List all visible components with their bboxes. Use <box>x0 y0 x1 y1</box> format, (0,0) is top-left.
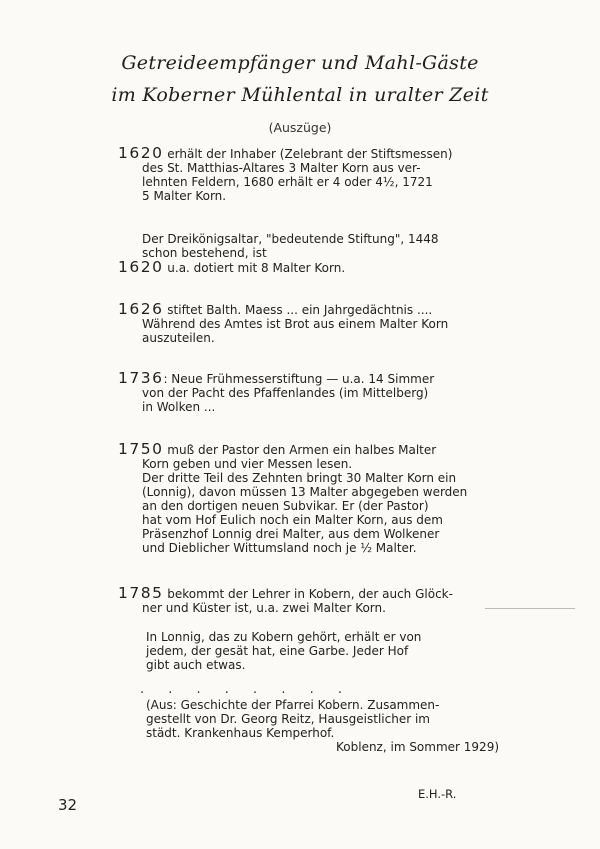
entry-year: 1785 <box>118 584 164 602</box>
entry-text: von der Pacht des Pfaffenlandes (im Mittelberg) <box>142 386 429 400</box>
entry-1736 <box>118 371 434 414</box>
entry-year: 1626 <box>118 300 164 318</box>
entry-text: Der dritte Teil des Zehnten bringt 30 Malter Korn ein <box>142 471 457 485</box>
entry-text: gibt auch etwas. <box>146 658 246 672</box>
divider <box>485 608 575 609</box>
source-text: Koblenz, im Sommer 1929) <box>336 740 500 754</box>
entry-text: lehnten Feldern, 1680 erhält er 4 oder 4½, 1721 <box>142 175 433 189</box>
entry-text: muß der Pastor den Armen ein halbes Malter <box>167 443 437 457</box>
entry-1750 <box>118 442 467 555</box>
ellipsis-dots: . . . . . . . . <box>140 682 352 697</box>
entry-year: 1620 <box>118 258 164 276</box>
entry-text: Der Dreikönigsaltar, "bedeutende Stiftung", 1448 <box>142 232 439 246</box>
entry-text: jedem, der gesät hat, eine Garbe. Jeder Hof <box>146 644 409 658</box>
page-number: 32 <box>58 796 78 814</box>
entry-text: stiftet Balth. Maess ... ein Jahrgedächtnis .... <box>167 303 433 317</box>
entry-text: Während des Amtes ist Brot aus einem Malter Korn <box>142 317 449 331</box>
entry-text: : Neue Frühmesserstiftung — u.a. 14 Simmer <box>163 372 435 386</box>
page-title-line2: im Koberner Mühlental in uralter Zeit <box>111 84 489 106</box>
page-title: Getreideempfänger und Mahl-Gäste <box>121 52 479 74</box>
source-text: (Aus: Geschichte der Pfarrei Kobern. Zusammen- <box>146 698 440 712</box>
entry-year: 1736 <box>118 369 164 387</box>
entry-lonnig <box>146 630 421 672</box>
entry-text: bekommt der Lehrer in Kobern, der auch Glöck- <box>167 587 453 601</box>
entry-1626 <box>118 302 448 345</box>
entry-text: in Wolken ... <box>142 400 216 414</box>
entry-text: auszuteilen. <box>142 331 215 345</box>
entry-dreikoenigsaltar <box>118 232 439 275</box>
entry-text: und Dieblicher Wittumsland noch je ½ Malter. <box>142 541 417 555</box>
entry-year: 1750 <box>118 440 164 458</box>
entry-text: Präsenzhof Lonnig drei Malter, aus dem Wolkener <box>142 527 440 541</box>
entry-text: hat vom Hof Eulich noch ein Malter Korn, aus dem <box>142 513 443 527</box>
source-citation <box>146 698 499 754</box>
entry-year: 1620 <box>118 144 164 162</box>
entry-text: 5 Malter Korn. <box>142 189 227 203</box>
source-text: gestellt von Dr. Georg Reitz, Hausgeistlicher im <box>146 712 430 726</box>
entry-text: ner und Küster ist, u.a. zwei Malter Korn. <box>142 601 386 615</box>
entry-text: erhält der Inhaber (Zelebrant der Stiftsmessen) <box>167 147 453 161</box>
entry-text: In Lonnig, das zu Kobern gehört, erhält er von <box>146 630 422 644</box>
entry-text: an den dortigen neuen Subvikar. Er (der Pastor) <box>142 499 429 513</box>
source-text: städt. Krankenhaus Kemperhof. <box>146 726 335 740</box>
entry-1620 <box>118 146 452 203</box>
entry-text: des St. Matthias-Altares 3 Malter Korn aus ver- <box>142 161 421 175</box>
entry-text: (Lonnig), davon müssen 13 Malter abgegeben werden <box>142 485 468 499</box>
entry-text: schon bestehend, ist <box>142 246 267 260</box>
entry-text: u.a. dotiert mit 8 Malter Korn. <box>167 261 346 275</box>
page-subtitle: (Auszüge) <box>268 120 332 135</box>
entry-1785 <box>118 586 453 615</box>
entry-text: Korn geben und vier Messen lesen. <box>142 457 353 471</box>
author-signature: E.H.-R. <box>418 787 457 801</box>
